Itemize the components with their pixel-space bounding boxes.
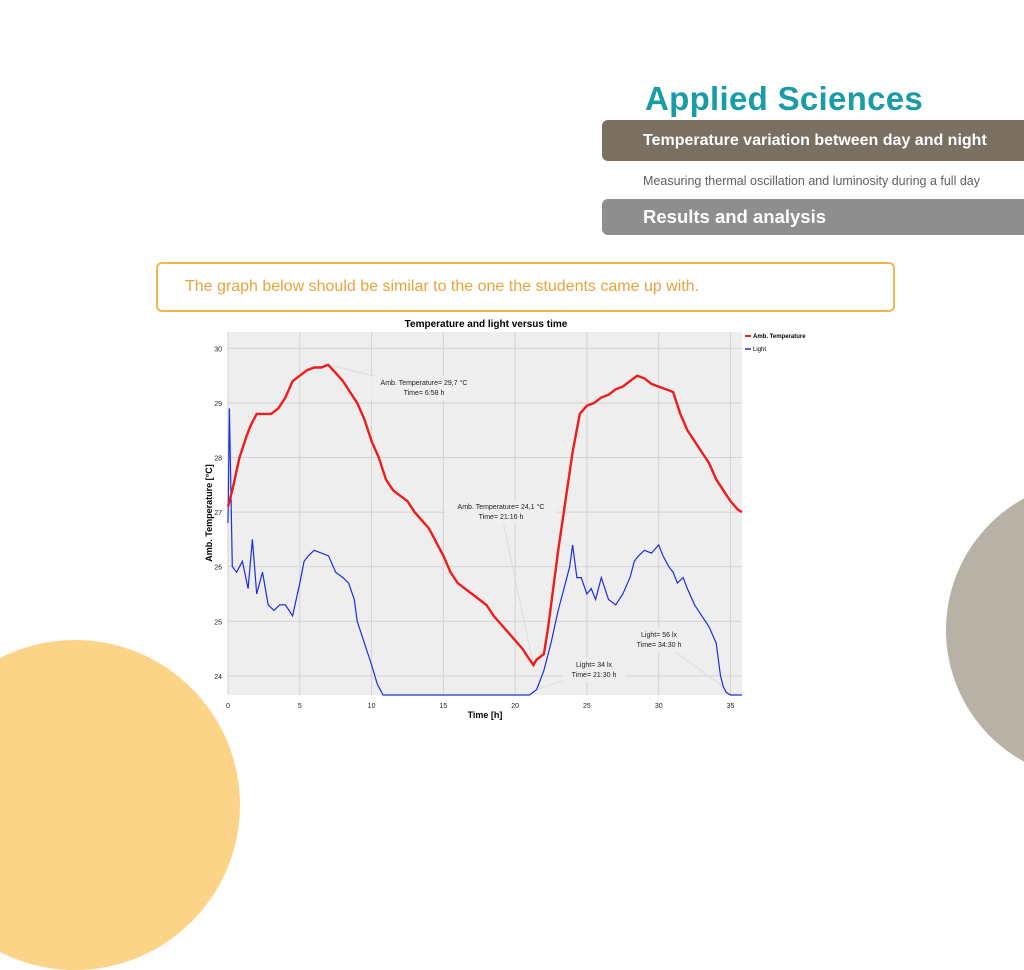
topic-title: Temperature variation between day and night (643, 132, 987, 149)
y-tick-label: 26 (214, 564, 222, 572)
decorative-grey-circle (946, 480, 1024, 780)
x-tick-label: 20 (511, 703, 520, 710)
note-box (156, 262, 895, 312)
subtitle: Measuring thermal oscillation and luminosity during a full day (643, 174, 980, 188)
y-axis-label: Amb. Temperature [°C] (204, 464, 214, 562)
x-tick-label: 10 (367, 703, 376, 710)
y-tick-label: 27 (214, 510, 222, 518)
temperature-light-chart (190, 313, 820, 723)
annotation-text: Amb. Temperature= 24,1 °C (457, 504, 545, 511)
y-tick-label: 24 (214, 673, 222, 681)
topic-bar (602, 120, 1024, 161)
legend (745, 334, 806, 353)
legend-light-label: Light (753, 347, 767, 353)
annotation-text: Time= 21:16 h (478, 514, 524, 521)
y-tick-label: 25 (214, 619, 222, 627)
y-tick-label: 28 (214, 455, 222, 463)
x-tick-label: 0 (226, 703, 230, 710)
note-text: The graph below should be similar to the one the students came up with. (185, 278, 700, 295)
y-tick-labels (214, 346, 222, 681)
annotation-text: Amb. Temperature= 29,7 °C (380, 380, 468, 387)
annotation-text: Time= 21:30 h (571, 672, 617, 679)
y-tick-label: 29 (214, 400, 222, 408)
chart-title: Temperature and light versus time (404, 319, 568, 330)
annotation-text: Time= 34:30 h (636, 642, 682, 649)
brand-logo: Applied Sciences (645, 80, 924, 117)
x-tick-label: 25 (583, 703, 591, 710)
annotation-text: Light= 34 lx (576, 662, 612, 669)
section-bar (602, 199, 1024, 235)
x-tick-labels (226, 703, 734, 710)
x-axis-label: Time [h] (467, 710, 503, 720)
annotation-text: Time= 6:58 h (403, 390, 445, 397)
section-title: Results and analysis (643, 206, 827, 227)
x-tick-label: 30 (654, 703, 663, 710)
y-tick-label: 30 (214, 346, 222, 354)
x-tick-label: 5 (297, 703, 302, 710)
x-tick-label: 35 (726, 703, 735, 710)
x-tick-label: 15 (439, 703, 448, 710)
annotation-text: Light= 56 lx (641, 632, 677, 639)
legend-temperature-label: Amb. Temperature (753, 334, 806, 340)
